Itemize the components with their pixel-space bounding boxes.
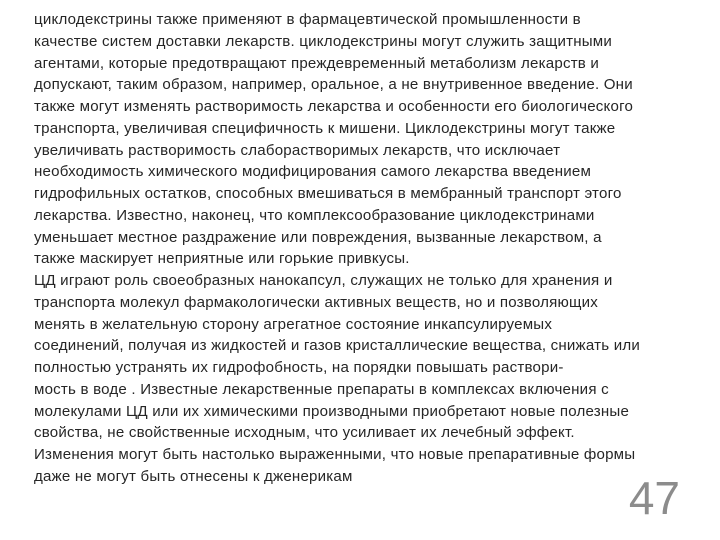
text-line: агентами, которые предотвращают преждевременный метаболизм лекарств и bbox=[34, 54, 600, 72]
text-line: также маскирует неприятные или горькие привкусы. bbox=[34, 250, 410, 268]
text-line: ЦД играют роль своеобразных нанокапсул, служащих не только для хранения и bbox=[34, 272, 613, 289]
text-line: транспорта, увеличивая специфичность к мишени. Циклодекстрины могут также bbox=[34, 119, 616, 137]
text-line: уменьшает местное раздражение или повреждения, вызванные лекарством, а bbox=[34, 228, 602, 246]
text-line: полностью устранять их гидрофобность, на порядки повышать раствори- bbox=[34, 359, 564, 376]
text-line: лекарства. Известно, наконец, что комплексообразование циклодекстринами bbox=[34, 206, 595, 224]
text-line: соединений, получая из жидкостей и газов кристаллические вещества, снижать или bbox=[34, 337, 640, 355]
text-line: гидрофильных остатков, способных вмешиваться в мембранный транспорт этого bbox=[34, 185, 622, 202]
text-line: мость в воде . Известные лекарственные препараты в комплексах включения с bbox=[34, 380, 609, 398]
text-line: менять в желательную сторону агрегатное состояние инкапсулируемых bbox=[34, 315, 553, 333]
text-line: увеличивать растворимость слаборастворимых лекарств, что исключает bbox=[34, 141, 561, 159]
body-text bbox=[34, 9, 696, 488]
page-number: 47 bbox=[628, 472, 680, 524]
text-line: Изменения могут быть настолько выраженными, что новые препаративные формы bbox=[34, 446, 636, 463]
text-line: допускают, таким образом, например, оральное, а не внутривенное введение. Они bbox=[34, 76, 633, 94]
text-line: качестве систем доставки лекарств. циклодекстрины могут служить защитными bbox=[34, 32, 613, 50]
text-line: даже не могут быть отнесены к дженерикам bbox=[34, 467, 353, 485]
text-line: циклодекстрины также применяют в фармацевтической промышленности в bbox=[34, 11, 581, 28]
text-line: транспорта молекул фармакологически активных веществ, но и позволяющих bbox=[34, 293, 599, 311]
text-line: свойства, не свойственные исходным, что усиливает их лечебный эффект. bbox=[34, 424, 575, 442]
text-line: необходимость химического модифицирования самого лекарства введением bbox=[34, 163, 592, 181]
text-line: молекулами ЦД или их химическими производными приобретают новые полезные bbox=[34, 402, 630, 420]
text-line: также могут изменять растворимость лекарства и особенности его биологического bbox=[34, 98, 634, 115]
